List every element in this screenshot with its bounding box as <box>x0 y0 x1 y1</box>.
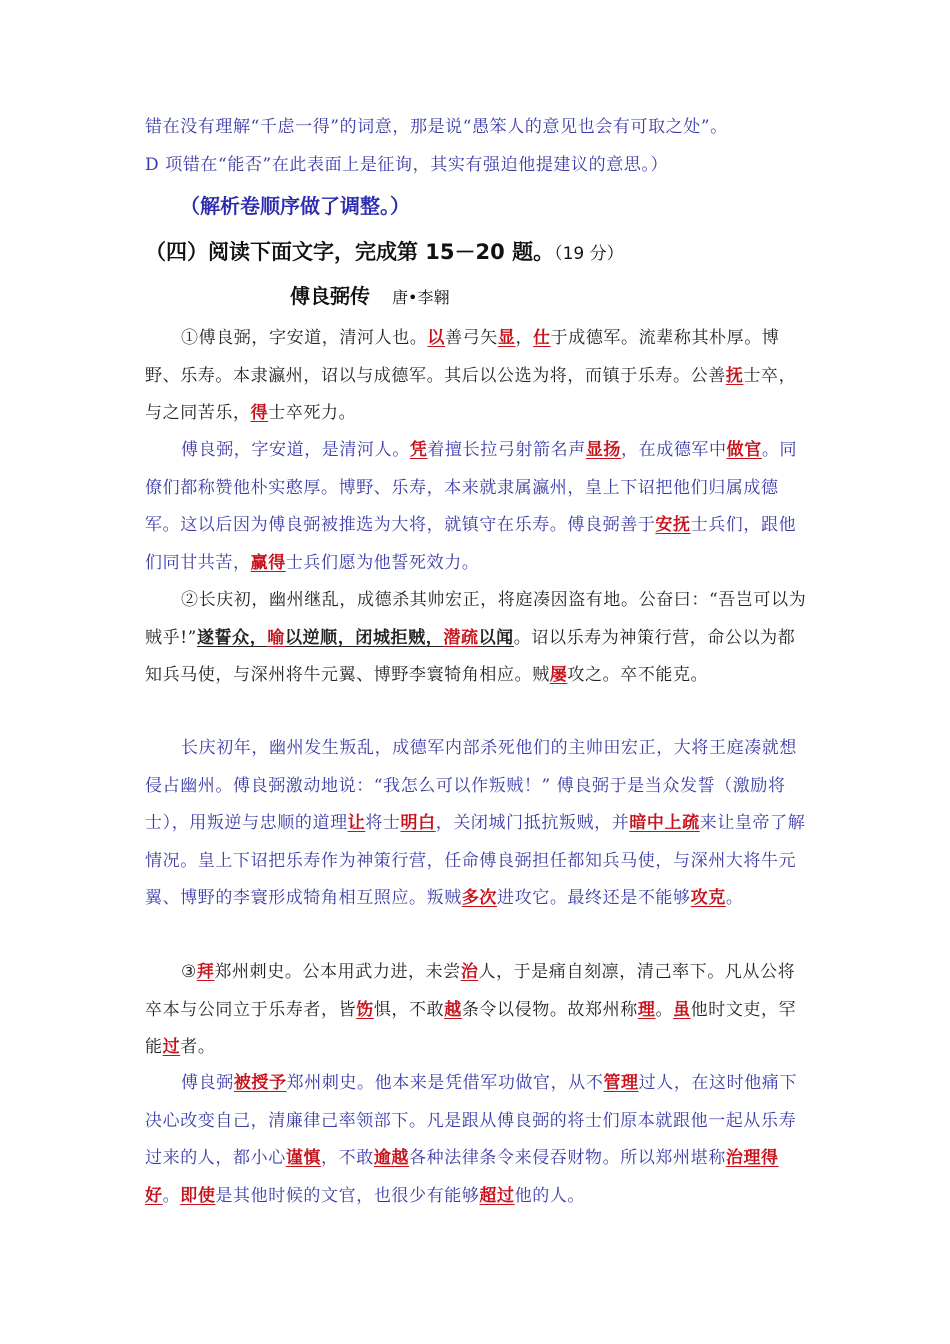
section-heading <box>145 236 624 266</box>
text: 是其他时候的文官，也很少有能够 <box>215 1185 480 1206</box>
text: 惧，不敢 <box>373 999 445 1020</box>
keyword: 抚 <box>725 365 744 386</box>
keyword: 多次 <box>461 888 498 908</box>
paragraph-3-original <box>145 954 810 1067</box>
keyword: 凭 <box>409 440 428 460</box>
keyword: 即使 <box>180 1185 216 1206</box>
keyword: 过 <box>162 1037 181 1057</box>
keyword: 攻克 <box>690 888 726 908</box>
underlined-text: 以闻 <box>478 627 514 648</box>
text: 过人，在这时他痛下决心改变自己，清廉律己率领部下。凡是跟从傅良弼的将士们原本就跟他一起从乐寿过来的人，都小心 <box>145 1073 798 1168</box>
text: 进攻它。最终还是不能够 <box>497 888 691 908</box>
text: 士兵们，跟他们同甘共苦， <box>145 515 797 573</box>
text: 。诏以乐寿为神策行营，命公以为都知兵马使，与深州将牛元翼、博野李寰犄角相应。贼 <box>145 627 796 685</box>
section-title: （四）阅读下面文字，完成第 15－20 题。 <box>145 240 555 264</box>
text: 他时文吏，罕能 <box>145 999 797 1057</box>
keyword: 虽 <box>673 999 691 1020</box>
keyword: 明白 <box>400 813 436 833</box>
keyword: 屡 <box>549 665 568 685</box>
text: ③ <box>181 962 197 982</box>
paragraph-2-translation <box>145 730 810 918</box>
keyword: 赢得 <box>250 552 286 573</box>
text: 条令以侵物。故郑州称 <box>461 999 638 1020</box>
text: 着擅长拉弓射箭名声 <box>427 440 586 460</box>
text: 他的人。 <box>514 1185 586 1206</box>
keyword: 管理 <box>603 1073 639 1093</box>
text: 各种法律条令来侵吞财物。所以郑州堪称 <box>409 1148 726 1168</box>
paragraph-2-original <box>145 582 810 695</box>
text: 傅良弼 <box>181 1073 234 1093</box>
keyword: 仕 <box>533 328 551 348</box>
keyword: 暗中上疏 <box>629 813 700 833</box>
text: 。 <box>655 999 674 1020</box>
text: 士卒，与之同苦乐， <box>145 365 797 423</box>
keyword: 让 <box>347 813 366 833</box>
text: ，关闭城门抵抗叛贼，并 <box>435 813 630 833</box>
essay-author: 唐•李翱 <box>392 288 450 307</box>
keyword: 显 <box>497 328 516 348</box>
text: 长庆初年，幽州发生叛乱，成德军内部杀死他们的主帅田宏正，大将王庭凑就想侵占幽州。傅良弼激动地说：“我怎么可以作叛贼！” 傅良弼于是当众发誓（激励将士），用叛逆与忠顺的道理 <box>145 738 797 833</box>
keyword: 喻 <box>267 627 285 648</box>
text: 将士 <box>365 813 401 833</box>
text: 郑州刺史。公本用武力进，未尝 <box>214 962 461 982</box>
text: 。 <box>725 888 744 908</box>
text: 者。 <box>180 1037 216 1057</box>
paragraph-1-translation <box>145 432 810 582</box>
note-line-1: 错在没有理解“千虑一得”的词意，那是说“愚笨人的意见也会有可取之处”。 <box>145 117 728 137</box>
essay-title <box>290 280 449 309</box>
keyword: 治理得好 <box>145 1148 779 1206</box>
text: ， <box>515 328 534 348</box>
keyword: 饬 <box>356 999 374 1020</box>
text: 善弓矢 <box>445 328 498 348</box>
keyword: 理 <box>637 999 656 1020</box>
keyword: 以 <box>427 328 446 348</box>
keyword: 做官 <box>726 440 762 460</box>
keyword: 治 <box>460 962 479 982</box>
keyword: 得 <box>250 403 269 423</box>
adjustment-note: （解析卷顺序做了调整。） <box>180 194 410 218</box>
text: ②长庆初，幽州继乱，成德杀其帅宏正，将庭凑因盗有地。公奋曰：“吾岂可以为贼乎!” <box>145 590 807 648</box>
text: 傅良弼，字安道，是清河人。 <box>181 440 410 460</box>
text: ，不敢 <box>321 1148 374 1168</box>
text: 郑州刺史。他本来是凭借军功做官，从不 <box>286 1073 604 1093</box>
keyword: 安抚 <box>655 515 691 535</box>
text: 士兵们愿为他誓死效力。 <box>285 552 480 573</box>
text: 士卒死力。 <box>268 403 357 423</box>
keyword: 显扬 <box>585 440 622 460</box>
text: 。同僚们都称赞他朴实憨厚。博野、乐寿，本来就隶属瀛州，皇上下诏把他们归属成德军。这以后因为傅良弼被推选为大将，就镇守在乐寿。傅良弼善于 <box>145 440 798 535</box>
paragraph-1-original <box>145 320 810 433</box>
text: ①傅良弼，字安道，清河人也。 <box>181 328 428 348</box>
text: 于成德军。流辈称其朴厚。博野、乐寿。本隶瀛州，诏以与成德军。其后以公选为将，而镇于乐寿。公善 <box>145 328 780 386</box>
text: ，在成德军中 <box>621 440 727 460</box>
paragraph-3-translation <box>145 1065 810 1215</box>
section-score: （19 分） <box>554 244 624 264</box>
essay-name: 傅良弼传 <box>290 284 370 308</box>
keyword: 超过 <box>479 1185 515 1206</box>
text: 攻之。卒不能克。 <box>567 665 709 685</box>
previous-answer-note <box>145 109 810 184</box>
underlined-text: 遂誓众， <box>196 627 268 648</box>
note-line-2: D 项错在“能否”在此表面上是征询，其实有强迫他提建议的意思。） <box>145 154 669 175</box>
keyword: 潜疏 <box>443 627 479 648</box>
keyword: 拜 <box>196 962 215 982</box>
keyword: 谨慎 <box>285 1148 322 1168</box>
text: 人，于是痛自刻凛，清己率下。凡从公将卒本与公同立于乐寿者，皆 <box>145 962 796 1020</box>
text: 。 <box>162 1185 181 1206</box>
text: 来让皇帝了解情况。皇上下诏把乐寿作为神策行营，任命傅良弼担任都知兵马使，与深州大将牛元翼、博野的李寰形成犄角相互照应。叛贼 <box>145 813 806 908</box>
underlined-text: 以逆顺，闭城拒贼， <box>284 627 444 648</box>
keyword: 逾越 <box>373 1148 410 1168</box>
keyword: 被授予 <box>233 1073 287 1093</box>
keyword: 越 <box>444 999 462 1020</box>
